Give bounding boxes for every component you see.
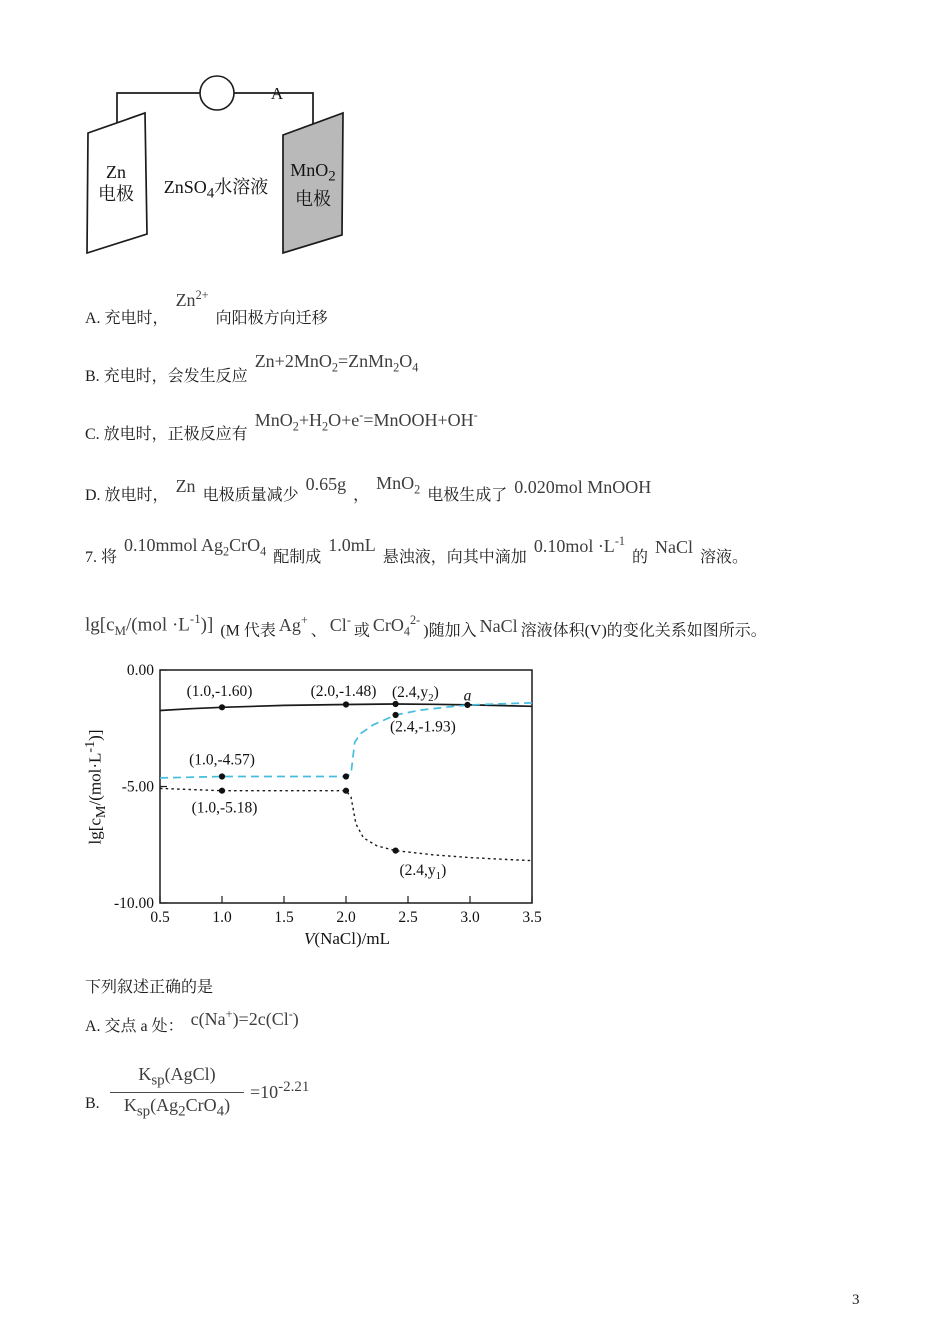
option-6c-text1: C. 放电时，正极反应有 <box>85 426 248 443</box>
data-point-marker <box>393 712 399 718</box>
zn-electrode-label-line1: Zn <box>106 162 126 182</box>
data-point-marker <box>343 788 349 794</box>
x-tick-label: 3.5 <box>522 909 542 926</box>
data-point-marker <box>219 773 225 779</box>
zn-electrode-label <box>84 161 148 205</box>
x-tick-label: 1.0 <box>212 909 232 926</box>
chart-x-axis-label-rest: (NaCl)/mL <box>314 929 390 948</box>
q7-stem2-text4: )随加入 <box>423 622 477 640</box>
y-tick-label: 0.00 <box>126 662 154 679</box>
q7-stem2-text2: 、 <box>310 622 327 640</box>
chart-y-axis-label: $\lg[c_M/(mol\cdot L^{-1})]$ <box>82 729 110 845</box>
option-6d <box>85 473 658 509</box>
option-6b <box>85 351 425 390</box>
option-7b-label: B. <box>85 1095 100 1112</box>
option-6c <box>85 408 485 448</box>
data-point-marker <box>219 704 225 710</box>
page-number: 3 <box>852 1292 860 1308</box>
x-tick-label: 3.0 <box>460 909 480 926</box>
option-6d-text3: ， <box>353 487 370 504</box>
chart-x-axis-label <box>247 929 447 949</box>
q7-stem-formula2: 1.0mL <box>328 535 376 555</box>
q7-stem2-text5: 溶液体积(V)的变化关系如图所示。 <box>520 622 767 640</box>
option-6d-formula1: Zn <box>175 476 196 496</box>
q7-stem2-formula3: Cl- <box>329 613 351 636</box>
y-tick-label: -10.00 <box>113 895 154 912</box>
x-tick-label: 0.5 <box>150 909 170 926</box>
data-point-marker <box>343 773 349 779</box>
chart-annotation: (2.4,-1.93) <box>389 718 456 736</box>
data-point-marker <box>343 701 349 707</box>
option-7a-formula: c(Na+)=2c(Cl-) <box>190 1007 299 1029</box>
chart-annotation: (1.0,-5.18) <box>191 799 258 817</box>
chart-x-axis-label-italic: V <box>304 929 315 948</box>
option-6b-formula: $Zn+2MnO_2=ZnMn_2O_4$ <box>254 351 419 375</box>
q7-stem-formula3: $0.10mol \cdot L^{-1}$ <box>533 534 626 556</box>
q7-stem-text4: 的 <box>632 549 649 566</box>
option-6d-text2: 电极质量减少 <box>202 487 299 504</box>
option-7b-fraction <box>110 1064 244 1120</box>
option-6c-formula: $MnO_2+H_2O+e^-=MnOOH+OH^-$ <box>254 408 478 434</box>
chart-annotation: (1.0,-4.57) <box>189 751 255 769</box>
q7-stem-text2: 配制成 <box>273 549 322 566</box>
chart-annotation: (2.0,-1.48) <box>310 683 377 700</box>
q7-stem2-formula4: CrO$_4^{2-}$ <box>372 613 421 639</box>
q7-stem-formula4: NaCl <box>655 537 694 557</box>
q7-stem-text5: 溶液。 <box>700 549 749 566</box>
solution-label: ZnSO$_4$水溶液 <box>163 177 269 202</box>
chart-annotation: a <box>463 687 472 705</box>
q7-stem2-formula2: Ag+ <box>278 613 308 636</box>
option-6d-formula2: 0.65g <box>305 474 347 494</box>
q7-stem <box>85 534 749 571</box>
option-6d-formula3: MnO$_2$ <box>376 473 421 497</box>
option-7a-text1: A. 交点 a 处： <box>85 1018 184 1035</box>
ammeter-circle <box>200 76 234 110</box>
x-tick-label: 1.5 <box>274 909 294 926</box>
concentration-chart <box>78 650 548 960</box>
option-6a-text2: 向阳极方向迁移 <box>215 310 328 327</box>
option-7b-numerator: $K_{sp}(AgCl)$ <box>138 1064 216 1089</box>
ammeter-label: A <box>270 84 284 103</box>
q7-footer: 下列叙述正确的是 <box>85 979 214 996</box>
option-7a <box>85 1007 306 1036</box>
q7-stem2 <box>85 611 767 644</box>
option-6b-text1: B. 充电时，会发生反应 <box>85 368 248 385</box>
option-7b-result: $=10^{-2.21}$ <box>250 1079 310 1102</box>
q7-stem2-text3: 或 <box>353 622 370 640</box>
data-point-marker <box>393 848 399 854</box>
option-6a-text1: A. 充电时， <box>85 310 169 327</box>
q7-stem-text3: 悬浊液，向其中滴加 <box>382 549 527 566</box>
q7-stem-formula1: 0.10mmol $Ag_2CrO_4$ <box>124 535 267 559</box>
mno2-electrode-label-line1: MnO$_2$ <box>290 160 336 185</box>
q7-stem-text1: 7. 将 <box>85 549 118 566</box>
mno2-electrode-label <box>280 159 346 210</box>
y-tick-label: -5.00 <box>121 778 154 796</box>
x-tick-label: 2.5 <box>398 909 418 926</box>
data-point-marker <box>393 701 399 707</box>
option-7b-denominator: $K_{sp}(Ag_2CrO_4)$ <box>110 1092 244 1121</box>
x-tick-label: 2.0 <box>336 909 356 926</box>
zn-electrode-label-line2: 电极 <box>98 184 134 204</box>
option-6d-text4: 电极生成了 <box>427 487 508 504</box>
chart-annotation: $(2.4,y_1)$ <box>399 861 447 882</box>
q7-stem2-formula5: NaCl <box>479 616 518 637</box>
q7-stem2-text1: (M 代表 <box>220 622 276 640</box>
chart-annotation: (1.0,-1.60) <box>186 683 253 700</box>
data-point-marker <box>219 788 225 794</box>
chart-annotation: $(2.4,y_2)$ <box>391 683 439 704</box>
q7-stem2-formula1: $\lg[c_M/(mol \cdot L^{-1})]$ <box>85 611 214 639</box>
option-6d-text1: D. 放电时， <box>85 487 169 504</box>
mno2-electrode-label-line2: 电极 <box>295 188 331 209</box>
option-6a <box>85 288 328 328</box>
option-6a-formula: $Zn^{2+}$ <box>175 288 209 310</box>
option-6d-formula4: 0.020mol MnOOH <box>514 477 652 497</box>
